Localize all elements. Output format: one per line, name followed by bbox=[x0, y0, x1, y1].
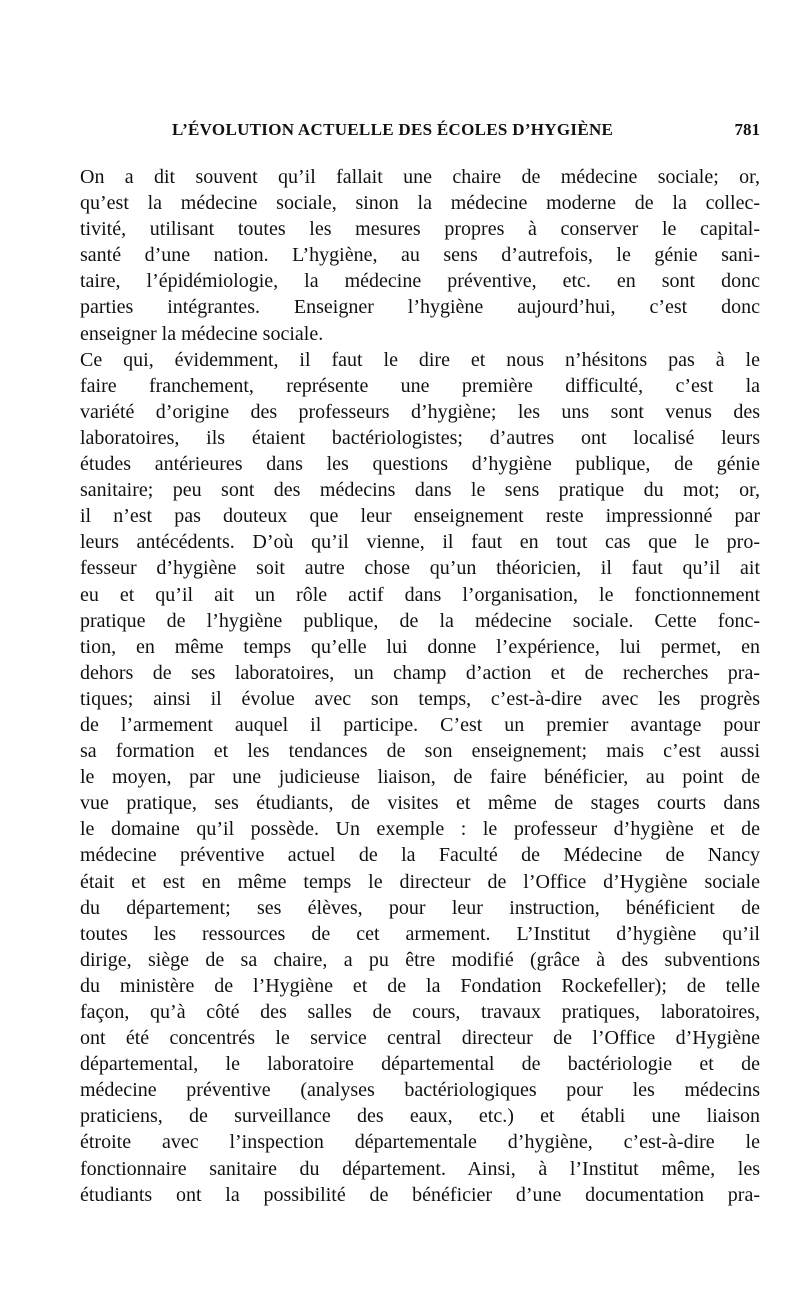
text-line: fesseur d’hygiène soit autre chose qu’un théoricien, il faut qu’il ait bbox=[80, 557, 760, 580]
text-line: façon, qu’à côté des salles de cours, travaux pratiques, laboratoires, bbox=[80, 1001, 760, 1023]
text-line: tion, en même temps qu’elle lui donne l’expérience, lui permet, en bbox=[80, 635, 760, 658]
text-line: enseigner la médecine sociale. bbox=[80, 322, 324, 345]
text-line: ont été concentrés le service central directeur de l’Office d’Hygiène bbox=[80, 1027, 760, 1050]
text-line: qu’est la médecine sociale, sinon la médecine moderne de la collec- bbox=[80, 192, 760, 215]
text-line: dehors de ses laboratoires, un champ d’action et de recherches pra- bbox=[80, 661, 760, 684]
text-line: le moyen, par une judicieuse liaison, de faire bénéficier, au point de bbox=[80, 766, 760, 789]
text-line: tiques; ainsi il évolue avec son temps, c’est-à-dire avec les progrès bbox=[80, 687, 760, 710]
text-line: études antérieures dans les questions d’hygiène publique, de génie bbox=[80, 453, 760, 476]
text-line: médecine préventive (analyses bactériologiques pour les médecins bbox=[80, 1079, 760, 1102]
text-line: étroite avec l’inspection départementale d’hygiène, c’est-à-dire le bbox=[80, 1131, 760, 1154]
text-line: Ce qui, évidemment, il faut le dire et nous n’hésitons pas à le bbox=[80, 348, 760, 371]
text-line: variété d’origine des professeurs d’hygiène; les uns sont venus des bbox=[80, 400, 760, 423]
text-line: tivité, utilisant toutes les mesures propres à conserver le capital- bbox=[80, 218, 760, 241]
text-line: laboratoires, ils étaient bactériologistes; d’autres ont localisé leurs bbox=[80, 426, 760, 449]
text-line: santé d’une nation. L’hygiène, au sens d’autrefois, le génie sani- bbox=[80, 244, 760, 267]
text-line: médecine préventive actuel de la Faculté de Médecine de Nancy bbox=[80, 844, 760, 867]
text-line: leurs antécédents. D’où qu’il vienne, il faut en tout cas que le pro- bbox=[80, 531, 760, 554]
paragraph-1 bbox=[80, 164, 760, 347]
text-line: faire franchement, représente une première difficulté, c’est la bbox=[80, 374, 760, 397]
text-line: eu et qu’il ait un rôle actif dans l’organisation, le fonctionnement bbox=[80, 583, 760, 606]
text-line: sanitaire; peu sont des médecins dans le sens pratique du mot; or, bbox=[80, 479, 760, 502]
text-line: parties intégrantes. Enseigner l’hygiène aujourd’hui, c’est donc bbox=[80, 296, 760, 319]
text-line: il n’est pas douteux que leur enseignement reste impressionné par bbox=[80, 505, 760, 528]
text-line: étudiants ont la possibilité de bénéficier d’une documentation pra- bbox=[80, 1183, 760, 1206]
text-line: dirige, siège de sa chaire, a pu être modifié (grâce à des subventions bbox=[80, 948, 760, 971]
text-line: praticiens, de surveillance des eaux, etc.) et établi une liaison bbox=[80, 1105, 760, 1128]
page-number: 781 bbox=[734, 120, 760, 139]
text-line: du ministère de l’Hygiène et de la Fondation Rockefeller); de telle bbox=[80, 974, 760, 997]
text-line: sa formation et les tendances de son enseignement; mais c’est aussi bbox=[80, 740, 760, 763]
text-line: toutes les ressources de cet armement. L’Institut d’hygiène qu’il bbox=[80, 922, 760, 945]
paragraph-2 bbox=[80, 347, 760, 1208]
text-line: pratique de l’hygiène publique, de la médecine sociale. Cette fonc- bbox=[80, 609, 760, 632]
text-line: de l’armement auquel il participe. C’est un premier avantage pour bbox=[80, 713, 760, 736]
text-line: était et est en même temps le directeur de l’Office d’Hygiène sociale bbox=[80, 870, 760, 893]
text-line: On a dit souvent qu’il fallait une chaire de médecine sociale; or, bbox=[80, 166, 760, 188]
running-title: L’ÉVOLUTION ACTUELLE DES ÉCOLES D’HYGIÈNE bbox=[172, 120, 614, 139]
text-line: vue pratique, ses étudiants, de visites et même de stages courts dans bbox=[80, 792, 760, 815]
running-header bbox=[80, 120, 760, 148]
text-line: départemental, le laboratoire départemental de bactériologie et de bbox=[80, 1053, 760, 1076]
text-line: fonctionnaire sanitaire du département. Ainsi, à l’Institut même, les bbox=[80, 1157, 760, 1180]
text-line: du département; ses élèves, pour leur instruction, bénéficient de bbox=[80, 896, 760, 919]
text-line: le domaine qu’il possède. Un exemple : le professeur d’hygiène et de bbox=[80, 818, 760, 841]
text-line: taire, l’épidémiologie, la médecine préventive, etc. en sont donc bbox=[80, 270, 760, 293]
body-text bbox=[80, 164, 760, 1208]
